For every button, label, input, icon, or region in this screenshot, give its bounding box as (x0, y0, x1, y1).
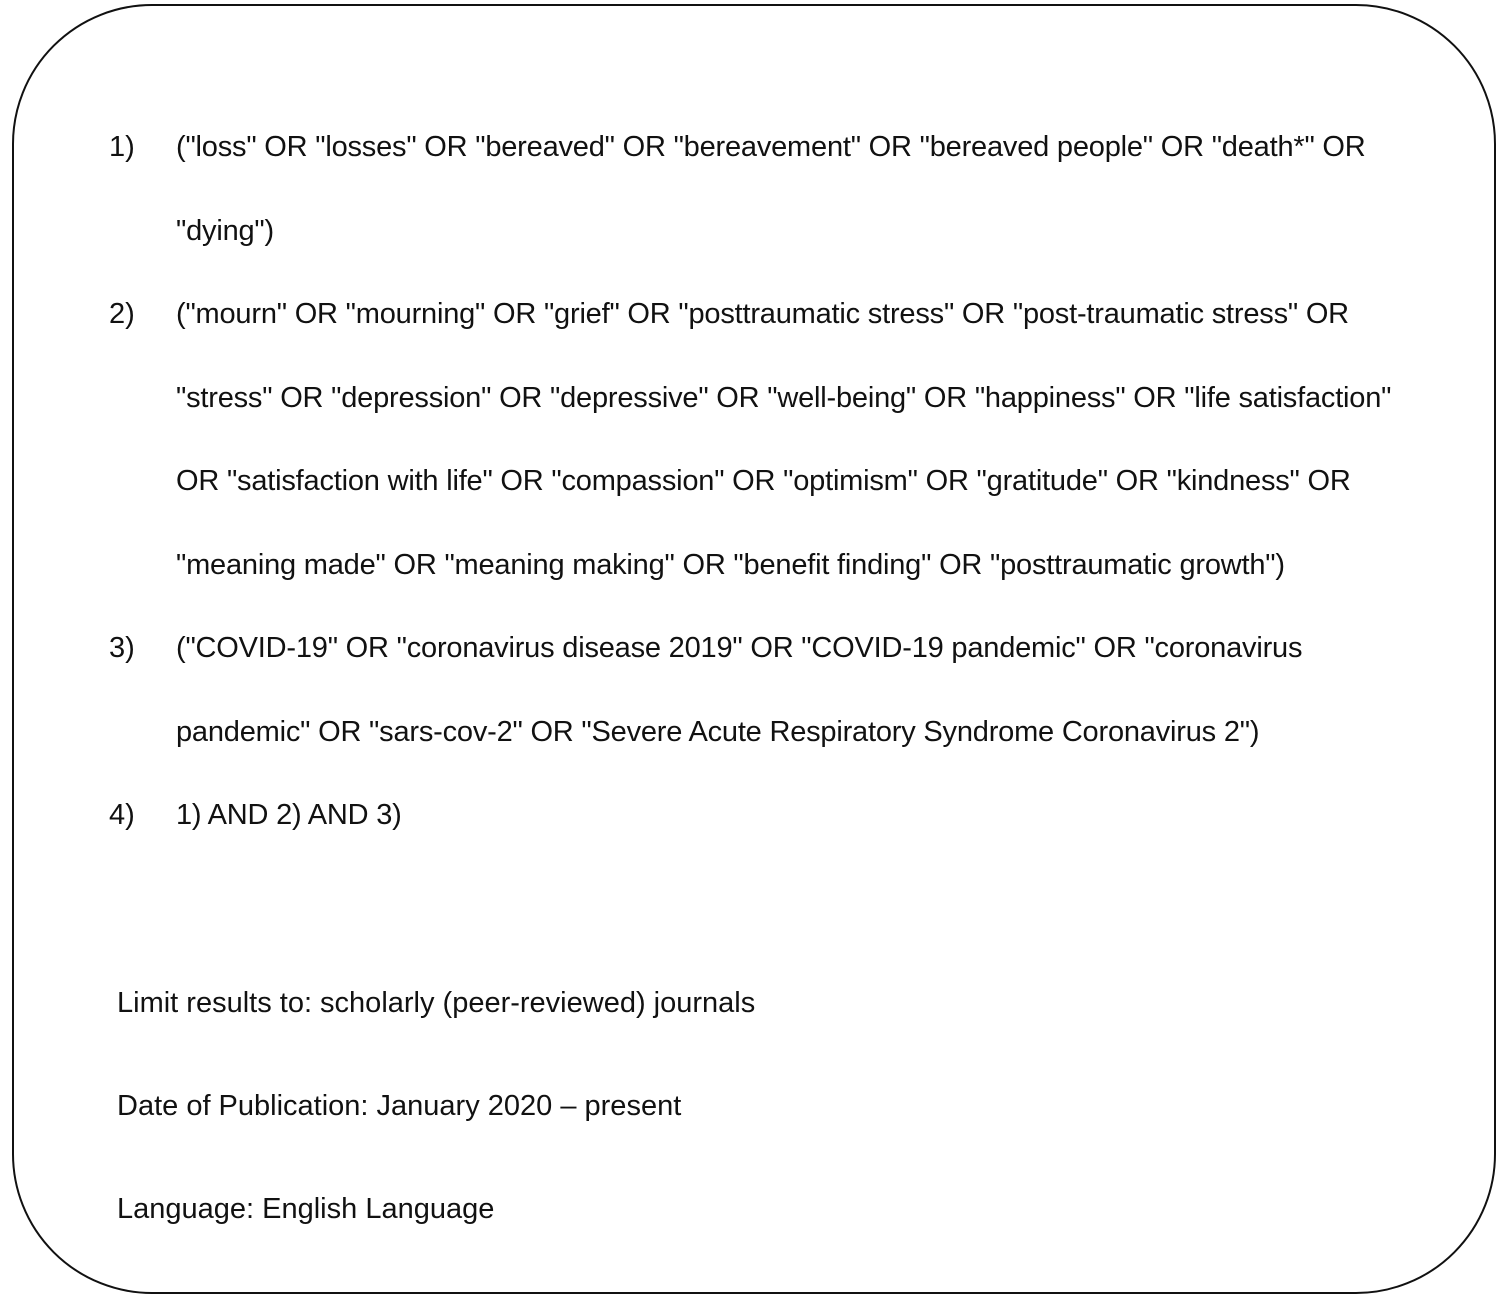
item-number: 1) (109, 131, 135, 163)
search-item-4 (109, 774, 1439, 858)
publication-date-text: Date of Publication: January 2020 – present (117, 1090, 682, 1122)
item-text: 1) AND 2) AND 3) (176, 799, 402, 831)
item-text: ("COVID-19" OR "coronavirus disease 2019" OR "COVID-19 pandemic" OR "coronavirus pandemic" OR "sars-cov-2" OR "Severe Acute Respiratory Syndrome Coronavirus 2") (176, 632, 1303, 748)
item-text: ("mourn" OR "mourning" OR "grief" OR "posttraumatic stress" OR "post-traumatic stress" OR "stress" OR "depression" OR "depressive" OR "well-being" OR "happiness" OR "life satisfaction" OR "satisfaction with life" OR "compassion" OR "optimism" OR "gratitude" OR "kindness" OR "meaning made" OR "meaning making" OR "benefit finding" OR "posttraumatic growth") (176, 298, 1392, 581)
item-number: 4) (109, 799, 135, 831)
search-item-1 (109, 106, 1439, 273)
language-text: Language: English Language (117, 1193, 495, 1225)
search-item-3 (109, 607, 1439, 774)
item-number: 2) (109, 298, 135, 330)
search-terms-list (109, 106, 1439, 858)
search-strategy-box (12, 4, 1496, 1294)
item-text: ("loss" OR "losses" OR "bereaved" OR "bereavement" OR "bereaved people" OR "death*" OR "dying") (176, 131, 1366, 247)
item-number: 3) (109, 632, 135, 664)
limit-results-text: Limit results to: scholarly (peer-reviewed) journals (117, 987, 756, 1019)
search-item-2 (109, 273, 1439, 607)
